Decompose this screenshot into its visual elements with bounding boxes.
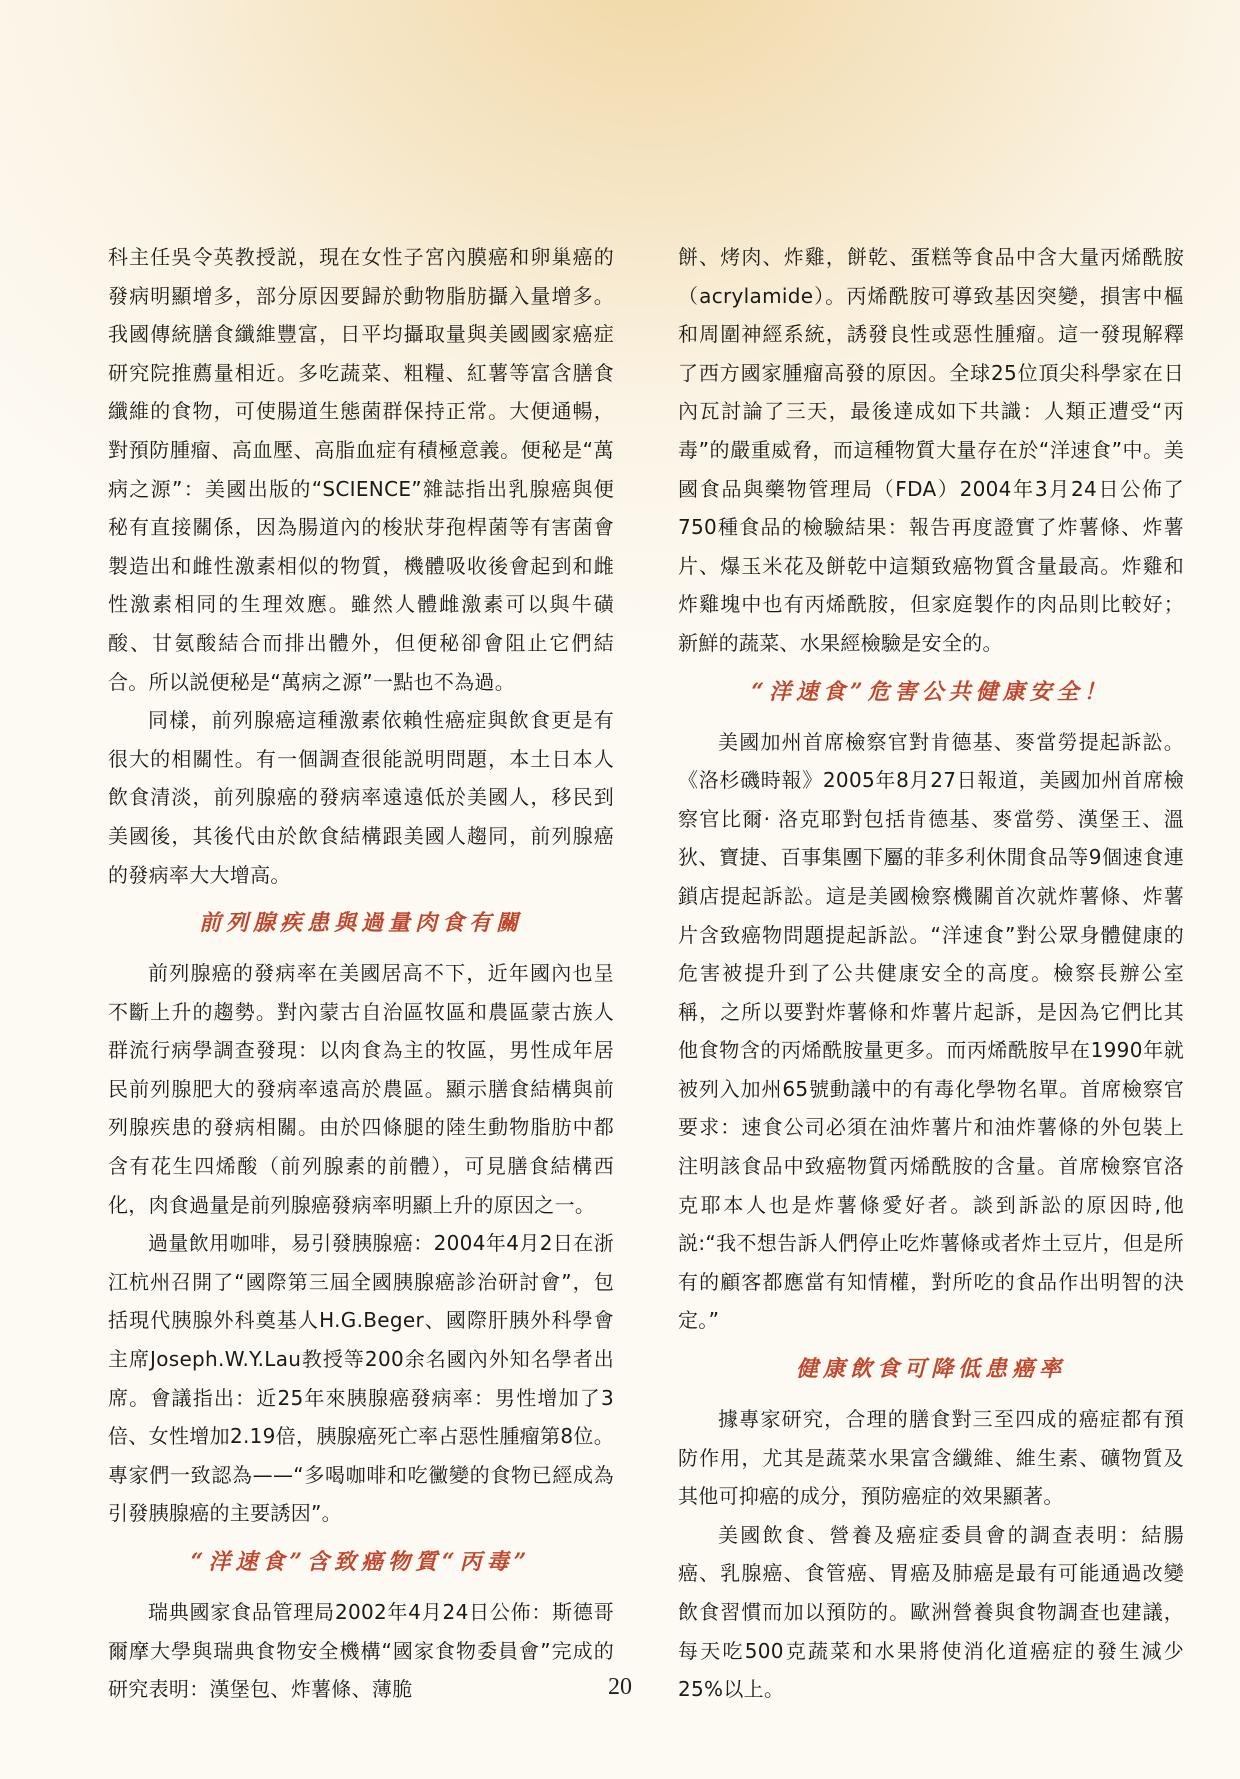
paragraph: 美國飲食、營養及癌症委員會的調查表明：結腸癌、乳腺癌、食管癌、胃癌及肺癌是最有可能通過改變飲食習慣而加以預防的。歐洲營養與食物調查也建議，每天吃500克蔬菜和水果將使消化道癌症的發生減少25%以上。 bbox=[678, 1522, 1184, 1702]
section-heading: “洋速食”含致癌物質“丙毒” bbox=[190, 1549, 532, 1575]
section-heading: 健康飲食可降低患癌率 bbox=[795, 1356, 1066, 1383]
section-heading: 前列腺疾患與過量肉食有關 bbox=[198, 910, 523, 937]
section-heading: “洋速食”危害公共健康安全！ bbox=[751, 678, 1111, 705]
paragraph: 前列腺癌的發病率在美國居高不下，近年國內也呈不斷上升的趨勢。對內蒙古自治區牧區和農區蒙古族人群流行病學調查發現：以肉食為主的牧區，男性成年居民前列腺肥大的發病率遠高於農區。顯示膳食結構與前列腺疾患的發病相關。由於四條腿的陸生動物脂肪中都含有花生四烯酸（前列腺素的前體），可見膳食結構西化，肉食過量是前列腺癌發病率明顯上升的原因之一。 bbox=[108, 961, 614, 1217]
paragraph: 瑞典國家食品管理局2002年4月24日公佈：斯德哥爾摩大學與瑞典食物安全機構“國家食物委員會”完成的研究表明：漢堡包、炸薯條、薄脆 bbox=[108, 1600, 614, 1702]
paragraph: 同樣，前列腺癌這種激素依賴性癌症與飲食更是有很大的相關性。有一個調查很能説明問題，本土日本人飲食清淡，前列腺癌的發病率遠遠低於美國人，移民到美國後，其後代由於飲食結構跟美國人趨同，前列腺癌的發病率大大增高。 bbox=[108, 708, 614, 887]
left-column bbox=[108, 238, 614, 1709]
paragraph: 餅、烤肉、炸雞，餅乾、蛋糕等食品中含大量丙烯酰胺（acrylamide）。丙烯酰胺可導致基因突變，損害中樞和周圍神經系統，誘發良性或惡性腫瘤。這一發現解釋了西方國家腫瘤高發的原因。全球25位頂尖科學家在日內瓦討論了三天，最後達成如下共識：人類正遭受“丙毒”的嚴重威脅，而這種物質大量存在於“洋速食”中。美國食品與藥物管理局（FDA）2004年3月24日公佈了750種食品的檢驗結果：報告再度證實了炸薯條、炸薯片、爆玉米花及餅乾中這類致癌物質含量最高。炸雞和炸雞塊中也有丙烯酰胺，但家庭製作的肉品則比較好；新鮮的蔬菜、水果經檢驗是安全的。 bbox=[678, 245, 1184, 655]
page-number: 20 bbox=[608, 1674, 632, 1700]
paragraph: 科主任吳令英教授説，現在女性子宮內膜癌和卵巢癌的發病明顯增多，部分原因要歸於動物脂肪攝入量增多。我國傳統膳食纖維豐富，日平均攝取量與美國國家癌症研究院推薦量相近。多吃蔬菜、粗糧、紅薯等富含膳食纖維的食物，可使腸道生態菌群保持正常。大便通暢，對預防腫瘤、高血壓、高脂血症有積極意義。便秘是“萬病之源”：美國出版的“SCIENCE”雜誌指出乳腺癌與便秘有直接關係，因為腸道內的梭狀芽孢桿菌等有害菌會製造出和雌性激素相似的物質，機體吸收後會起到和雌性激素相同的生理效應。雖然人體雌激素可以與牛磺酸、甘氨酸結合而排出體外，但便秘卻會阻止它們結合。所以説便秘是“萬病之源”一點也不為過。 bbox=[108, 245, 614, 694]
paragraph: 據專家研究，合理的膳食對三至四成的癌症都有預防作用，尤其是蔬菜水果富含纖維、維生素、礦物質及其他可抑癌的成分，預防癌症的效果顯著。 bbox=[678, 1407, 1184, 1509]
paragraph: 過量飲用咖啡，易引發胰腺癌：2004年4月2日在浙江杭州召開了“國際第三屆全國胰腺癌診治研討會”，包括現代胰腺外科奠基人H.G.Beger、國際肝胰外科學會主席Joseph.W.Y.Lau教授等200余名國內外知名學者出席。會議指出：近25年來胰腺癌發病率：男性增加了3倍、女性增加2.19倍，胰腺癌死亡率占惡性腫瘤第8位。專家們一致認為——“多喝咖啡和吃黴變的食物已經成為引發胰腺癌的主要誘因”。 bbox=[108, 1231, 614, 1526]
right-column bbox=[678, 238, 1184, 1709]
paragraph: 美國加州首席檢察官對肯德基、麥當勞提起訴訟。《洛杉磯時報》2005年8月27日報道，美國加州首席檢察官比爾· 洛克耶對包括肯德基、麥當勞、漢堡王、溫狄、寶捷、百事集團下屬的菲多利休閒食品等9個速食連鎖店提起訴訟。這是美國檢察機關首次就炸薯條、炸薯片含致癌物問題提起訴訟。“洋速食”對公眾身體健康的危害被提升到了公共健康安全的高度。檢察長辦公室稱，之所以要對炸薯條和炸薯片起訴，是因為它們比其他食物含的丙烯酰胺量更多。而丙烯酰胺早在1990年就被列入加州65號動議中的有毒化學物名單。首席檢察官要求：速食公司必須在油炸薯片和油炸薯條的外包裝上注明該食品中致癌物質丙烯酰胺的含量。首席檢察官洛克耶本人也是炸薯條愛好者。談到訴訟的原因時,他説:“我不想告訴人們停止吃炸薯條或者炸土豆片，但是所有的顧客都應當有知情權，對所吃的食品作出明智的決定。” bbox=[678, 729, 1184, 1333]
